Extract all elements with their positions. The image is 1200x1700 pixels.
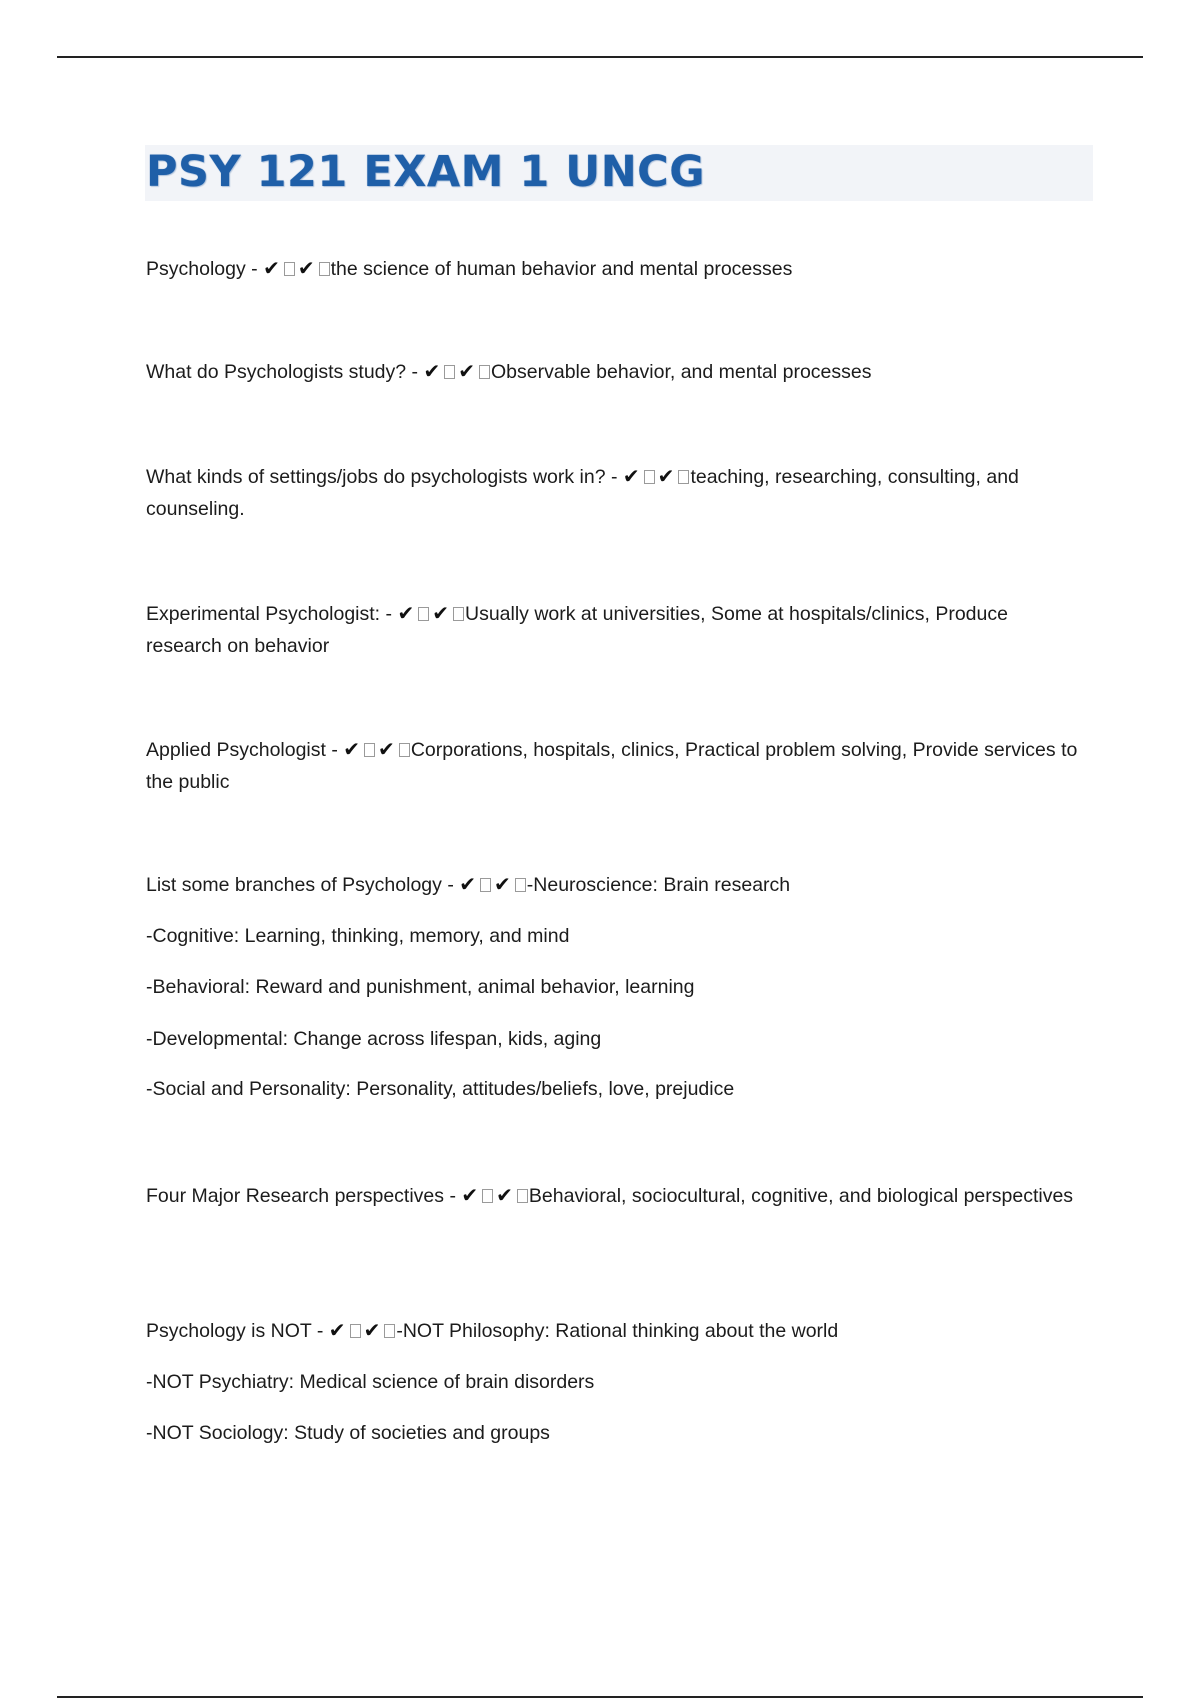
check-icon: ✔ [496,1183,513,1207]
not-line: -NOT Sociology: Study of societies and groups [146,1422,550,1444]
missing-glyph-box-icon [482,1189,493,1203]
separator: - [380,603,398,625]
answer-text: Corporations, hospitals, clinics, Practical problem solving, Provide services to the public [146,739,1078,793]
check-icon: ✔ [459,872,477,896]
separator: - [406,361,424,383]
missing-glyph-box-icon [444,365,455,379]
branch-line: -Cognitive: Learning, thinking, memory, and mind [146,925,570,947]
document-title: PSY 121 EXAM 1 UNCG [146,147,706,197]
answer-text: teaching, researching, consulting, and counseling. [146,466,1019,520]
check-icon: ✔ [432,601,449,625]
bottom-rule [57,1696,1143,1698]
check-icon: ✔ [363,1318,381,1342]
check-icon: ✔ [263,256,280,280]
missing-glyph-box-icon [364,743,375,757]
qa-item [146,1179,1086,1212]
branch-line: -Social and Personality: Personality, attitudes/beliefs, love, prejudice [146,1078,735,1100]
missing-glyph-box-icon [319,262,330,276]
check-icon: ✔ [458,359,476,383]
answer-text: Observable behavior, and mental processes [491,361,872,383]
missing-glyph-box-icon [678,470,689,484]
missing-glyph-box-icon [644,470,655,484]
check-icon: ✔ [423,359,441,383]
check-icon: ✔ [397,601,415,625]
separator: - [444,1185,462,1207]
not-line: -NOT Psychiatry: Medical science of brain disorders [146,1371,595,1393]
missing-glyph-box-icon [515,878,526,892]
check-icon: ✔ [494,872,511,896]
check-icon: ✔ [657,464,675,488]
missing-glyph-box-icon [399,743,410,757]
question-text: List some branches of Psychology [146,874,442,896]
question-text: Four Major Research perspectives [146,1185,445,1207]
answer-text: Behavioral, sociocultural, cognitive, and biological perspectives [528,1185,1074,1207]
check-icon: ✔ [378,737,395,761]
branch-line: -Developmental: Change across lifespan, kids, aging [146,1028,602,1050]
question-text: Psychology [146,258,246,280]
question-text: What do Psychologists study? [146,361,407,383]
question-text: Applied Psychologist [146,739,326,761]
check-icon: ✔ [343,737,361,761]
separator: - [245,258,264,280]
branch-line: -Behavioral: Reward and punishment, animal behavior, learning [146,976,695,998]
answer-text: -Neuroscience: Brain research [526,874,791,896]
missing-glyph-box-icon [418,607,429,621]
missing-glyph-box-icon [453,607,464,621]
check-icon: ✔ [622,464,640,488]
qa-item [146,733,1086,798]
check-icon: ✔ [328,1318,346,1342]
separator: - [325,739,344,761]
answer-text: Usually work at universities, Some at hospitals/clinics, Produce research on behavior [146,603,1008,657]
missing-glyph-box-icon [384,1324,395,1338]
missing-glyph-box-icon [480,878,491,892]
missing-glyph-box-icon [517,1189,528,1203]
answer-text: the science of human behavior and mental processes [330,258,793,280]
qa-item [146,252,1086,285]
qa-item [146,597,1086,662]
qa-item [146,355,1086,388]
question-text: Psychology is NOT [146,1320,312,1342]
question-text: Experimental Psychologist: [146,603,381,625]
qa-item [146,460,1086,525]
missing-glyph-box-icon [284,262,295,276]
check-icon: ✔ [461,1183,479,1207]
qa-item [146,1314,1086,1347]
check-icon: ✔ [297,256,315,280]
answer-text: -NOT Philosophy: Rational thinking about the world [396,1320,839,1342]
separator: - [441,874,460,896]
qa-item [146,868,1086,901]
question-text: What kinds of settings/jobs do psychologists work in? [146,466,606,488]
separator: - [311,1320,329,1342]
separator: - [605,466,623,488]
missing-glyph-box-icon [479,365,490,379]
top-rule [57,56,1143,58]
missing-glyph-box-icon [350,1324,361,1338]
